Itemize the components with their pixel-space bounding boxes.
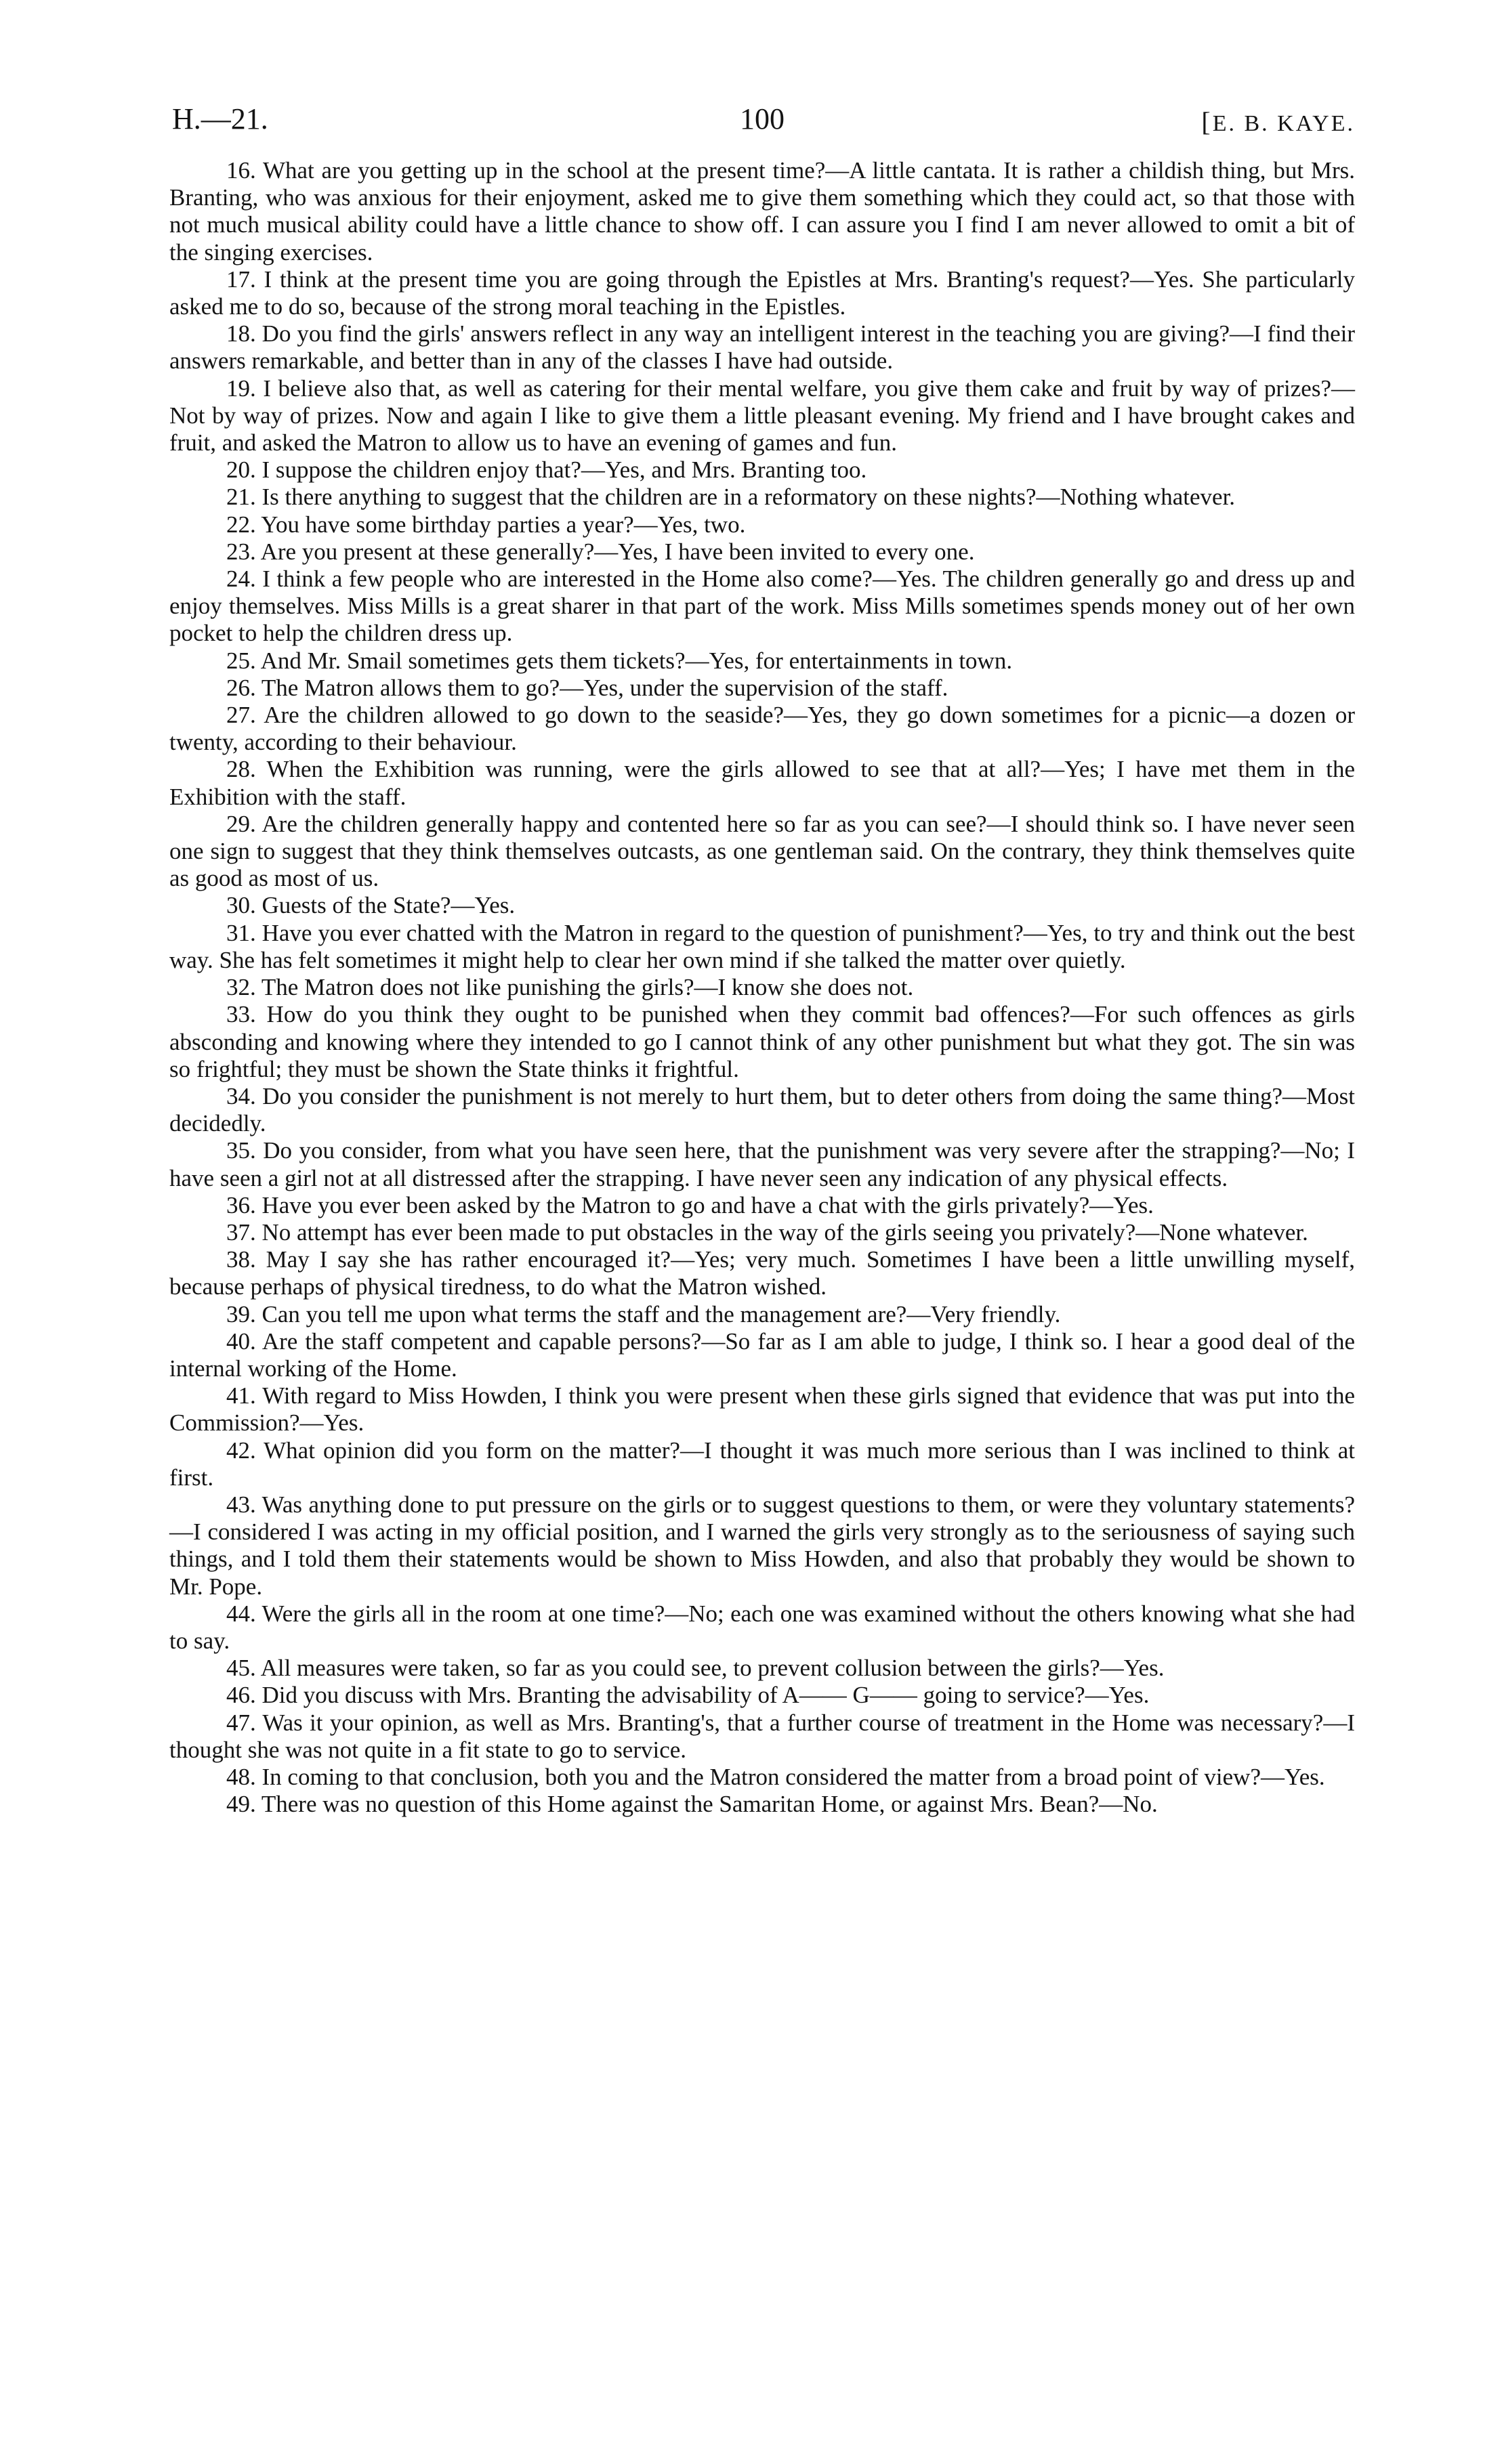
- question-paragraph: [169, 538, 1355, 566]
- question-number: 23.: [226, 538, 256, 565]
- document-page: [169, 102, 1355, 1818]
- question-paragraph: [169, 1682, 1355, 1709]
- question-number: 45.: [226, 1655, 256, 1682]
- question-number: 43.: [226, 1491, 256, 1518]
- question-number: 21.: [226, 484, 256, 511]
- question-paragraph: [169, 974, 1355, 1001]
- question-paragraph: [169, 1709, 1355, 1764]
- question-number: 37.: [226, 1218, 256, 1246]
- question-paragraph: [169, 675, 1355, 702]
- question-number: 42.: [226, 1437, 256, 1464]
- question-number: 18.: [226, 320, 256, 347]
- question-text: Can you tell me upon what terms the staff and the management are?—Very friendly.: [262, 1300, 1061, 1327]
- question-text: I suppose the children enjoy that?—Yes, and Mrs. Branting too.: [262, 456, 867, 484]
- question-text: Were the girls all in the room at one time?—No; each one was examined without the others knowing what she had to say.: [169, 1600, 1355, 1654]
- question-paragraph: [169, 1083, 1355, 1137]
- question-text: How do you think they ought to be punished when they commit bad offences?—For such offences as girls absconding and knowing where they intended to go I cannot think of any other punishment but what they got. The sin was so frightful; they must be shown the State thinks it frightful.: [169, 1001, 1356, 1082]
- question-number: 38.: [226, 1246, 256, 1273]
- question-text: Are the children allowed to go down to the seaside?—Yes, they go down sometimes for a picnic—a dozen or twenty, according to their behaviour.: [169, 702, 1355, 756]
- question-paragraph: [169, 1137, 1355, 1191]
- question-paragraph: [169, 511, 1355, 538]
- question-number: 34.: [226, 1082, 256, 1109]
- question-number: 44.: [226, 1600, 256, 1627]
- question-number: 39.: [226, 1300, 256, 1327]
- question-paragraph: [169, 647, 1355, 675]
- question-text: What are you getting up in the school at the present time?—A little cantata. It is rather a childish thing, but Mrs. Branting, who was anxious for their enjoyment, asked me to give them something which they could act, so that those with not much musical ability could have a little chance to show off. I can assure you I find I am never allowed to omit a bit of the singing exercises.: [169, 157, 1355, 265]
- question-text: You have some birthday parties a year?—Yes, two.: [261, 511, 746, 538]
- question-text: I think a few people who are interested in the Home also come?—Yes. The children generally go and dress up and enjoy themselves. Miss Mills is a great sharer in that part of the work. Miss Mills sometimes spends money out of her own pocket to help the children dress up.: [169, 566, 1356, 647]
- page-number: 100: [740, 102, 785, 135]
- question-paragraph: [169, 1491, 1355, 1600]
- question-number: 30.: [226, 892, 256, 919]
- question-paragraph: [169, 1791, 1355, 1818]
- question-number: 20.: [226, 456, 256, 484]
- report-code: H.—21.: [172, 102, 268, 135]
- question-text: Have you ever been asked by the Matron to go and have a chat with the girls privately?—Yes.: [262, 1191, 1154, 1218]
- testimony-body: [169, 157, 1355, 1818]
- question-text: Are you present at these generally?—Yes, I have been invited to every one.: [260, 538, 975, 565]
- question-text: The Matron does not like punishing the girls?—I know she does not.: [261, 974, 914, 1001]
- question-paragraph: [169, 702, 1355, 756]
- question-paragraph: [169, 756, 1355, 810]
- question-text: Was anything done to put pressure on the girls or to suggest questions to them, or were they voluntary statements?—I considered I was acting in my official position, and I warned the girls very strongly as to the seriousness of saying such things, and I told them their statements would be shown to Miss Howden, and also that probably they would be shown to Mr. Pope.: [169, 1491, 1355, 1600]
- question-text: Is there anything to suggest that the children are in a reformatory on these nights?—Nothing whatever.: [262, 484, 1236, 511]
- question-paragraph: [169, 484, 1355, 511]
- question-text: Do you find the girls' answers reflect in any way an intelligent interest in the teaching you are giving?—I find their answers remarkable, and better than in any of the classes I have had outside.: [169, 320, 1356, 375]
- question-number: 19.: [226, 375, 256, 402]
- question-number: 28.: [226, 756, 256, 783]
- question-text: There was no question of this Home against the Samaritan Home, or against Mrs. Bean?—No.: [261, 1791, 1158, 1818]
- question-paragraph: [169, 320, 1355, 375]
- question-number: 22.: [226, 511, 256, 538]
- question-number: 17.: [226, 265, 256, 293]
- page-header: [169, 102, 1355, 149]
- question-paragraph: [169, 1246, 1355, 1300]
- question-number: 32.: [226, 974, 256, 1001]
- question-paragraph: [169, 1764, 1355, 1791]
- question-paragraph: [169, 1655, 1355, 1682]
- question-number: 29.: [226, 810, 256, 837]
- question-number: 40.: [226, 1327, 256, 1355]
- question-text: I believe also that, as well as catering for their mental welfare, you give them cake and fruit by way of prizes?—Not by way of prizes. Now and again I like to give them a little pleasant evening. My friend and I have brought cakes and fruit, and asked the Matron to allow us to have an evening of games and fun.: [169, 375, 1355, 456]
- question-text: Was it your opinion, as well as Mrs. Branting's, that a further course of treatment in the Home was necessary?—I thought she was not quite in a fit state to go to service.: [169, 1709, 1355, 1763]
- question-text: And Mr. Smail sometimes gets them tickets?—Yes, for entertainments in town.: [260, 647, 1013, 674]
- question-number: 31.: [226, 919, 256, 946]
- witness-name-text: E. B. KAYE.: [1212, 111, 1355, 136]
- question-text: Are the staff competent and capable persons?—So far as I am able to judge, I think so. I hear a good deal of the internal working of the Home.: [169, 1327, 1355, 1382]
- witness-name: [E. B. KAYE.: [1201, 106, 1355, 137]
- question-paragraph: [169, 1001, 1355, 1083]
- question-text: May I say she has rather encouraged it?—Yes; very much. Sometimes I have been a little unwilling myself, because perhaps of physical tiredness, to do what the Matron wished.: [169, 1246, 1355, 1300]
- question-paragraph: [169, 1328, 1355, 1382]
- question-paragraph: [169, 1301, 1355, 1328]
- question-paragraph: [169, 1219, 1355, 1246]
- question-number: 33.: [226, 1001, 256, 1028]
- question-paragraph: [169, 456, 1355, 484]
- question-text: Do you consider the punishment is not merely to hurt them, but to deter others from doing the same thing?—Most decidedly.: [169, 1082, 1356, 1137]
- question-text: Guests of the State?—Yes.: [262, 892, 516, 919]
- question-text: Have you ever chatted with the Matron in regard to the question of punishment?—Yes, to try and think out the best way. She has felt sometimes it might help to clear her own mind if she talked the matter over quietly.: [169, 919, 1355, 973]
- question-text: With regard to Miss Howden, I think you were present when these girls signed that evidence that was put into the Commission?—Yes.: [169, 1382, 1355, 1437]
- question-paragraph: [169, 157, 1355, 266]
- question-number: 36.: [226, 1191, 256, 1218]
- question-text: When the Exhibition was running, were the girls allowed to see that at all?—Yes; I have met them in the Exhibition with the staff.: [169, 756, 1355, 810]
- question-text: All measures were taken, so far as you could see, to prevent collusion between the girls?—Yes.: [260, 1655, 1165, 1682]
- question-text: What opinion did you form on the matter?—I thought it was much more serious than I was inclined to think at first.: [169, 1437, 1355, 1491]
- question-text: I think at the present time you are going through the Epistles at Mrs. Branting's request?—Yes. She particularly asked me to do so, because of the strong moral teaching in the Epistles.: [169, 265, 1355, 320]
- question-number: 24.: [226, 566, 256, 593]
- question-number: 49.: [226, 1791, 256, 1818]
- question-paragraph: [169, 1382, 1355, 1437]
- question-number: 25.: [226, 647, 256, 674]
- question-number: 35.: [226, 1137, 256, 1164]
- question-paragraph: [169, 1437, 1355, 1491]
- question-text: Are the children generally happy and contented here so far as you can see?—I should think so. I have never seen one sign to suggest that they think themselves outcasts, as one gentleman said. On the contrary, they think themselves quite as good as most of us.: [169, 810, 1355, 892]
- question-text: In coming to that conclusion, both you and the Matron considered the matter from a broad point of view?—Yes.: [262, 1763, 1325, 1790]
- question-number: 48.: [226, 1763, 256, 1790]
- question-number: 27.: [226, 702, 256, 729]
- question-paragraph: [169, 375, 1355, 457]
- question-paragraph: [169, 1600, 1355, 1655]
- question-text: The Matron allows them to go?—Yes, under the supervision of the staff.: [261, 674, 948, 701]
- question-paragraph: [169, 266, 1355, 320]
- question-text: No attempt has ever been made to put obstacles in the way of the girls seeing you privately?—None whatever.: [262, 1218, 1308, 1246]
- question-paragraph: [169, 920, 1355, 974]
- question-paragraph: [169, 566, 1355, 647]
- question-number: 26.: [226, 674, 256, 701]
- question-number: 16.: [226, 157, 256, 184]
- question-paragraph: [169, 811, 1355, 893]
- question-number: 47.: [226, 1709, 256, 1736]
- question-text: Do you consider, from what you have seen here, that the punishment was very severe after the strapping?—No; I have seen a girl not at all distressed after the strapping. I have never seen any indication of any physical effects.: [169, 1137, 1355, 1191]
- question-text: Did you discuss with Mrs. Branting the advisability of A—— G—— going to service?—Yes.: [262, 1682, 1150, 1709]
- question-paragraph: [169, 1192, 1355, 1219]
- question-paragraph: [169, 892, 1355, 919]
- question-number: 46.: [226, 1682, 256, 1709]
- question-number: 41.: [226, 1382, 256, 1409]
